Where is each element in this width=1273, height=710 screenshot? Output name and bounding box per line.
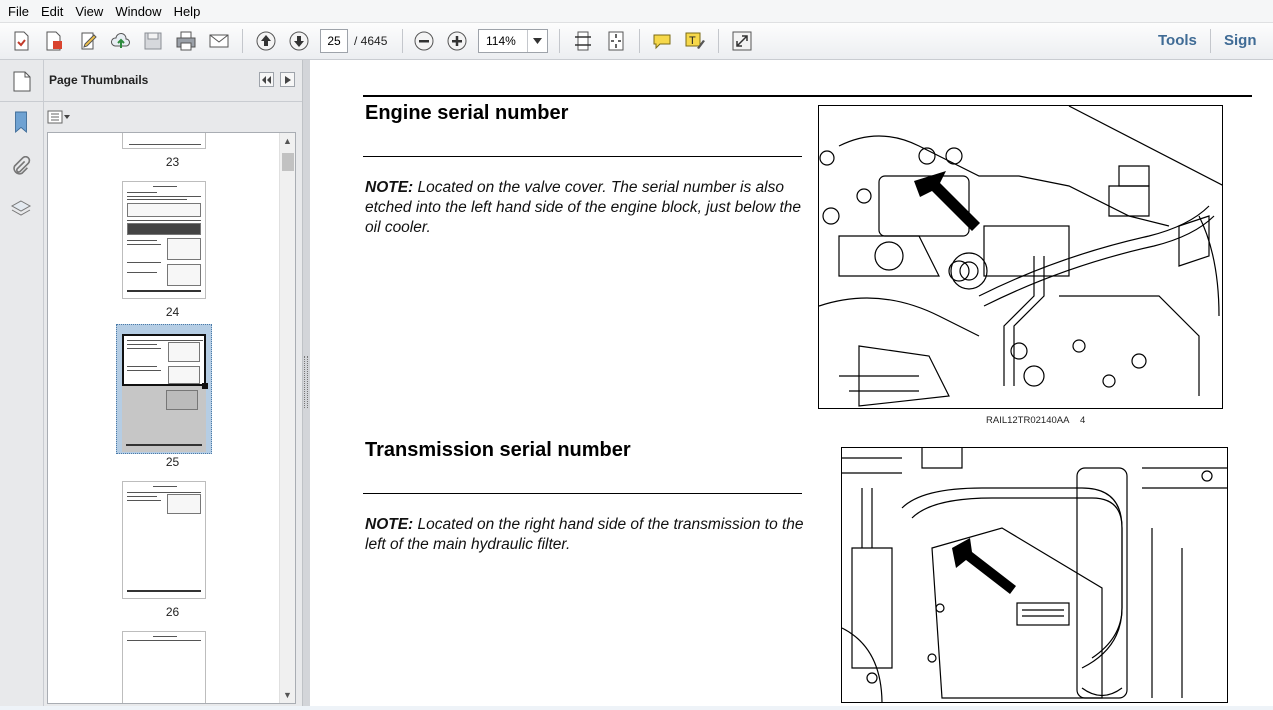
figure-number: 4 bbox=[1080, 415, 1086, 426]
email-icon[interactable] bbox=[206, 28, 232, 54]
navigation-pane-rail bbox=[0, 60, 44, 710]
page-thumbnails-toggle[interactable] bbox=[0, 60, 44, 102]
thumbnail-label: 24 bbox=[165, 305, 180, 319]
upload-cloud-icon[interactable] bbox=[108, 28, 134, 54]
transmission-note bbox=[365, 515, 805, 555]
note-text: Located on the right hand side of the transmission to the left of the main hydraulic filter. bbox=[365, 516, 804, 553]
engine-note bbox=[365, 178, 805, 238]
thumbnail-list[interactable] bbox=[47, 132, 296, 704]
menu-edit[interactable]: Edit bbox=[40, 3, 64, 19]
section-rule bbox=[363, 156, 802, 157]
print-icon[interactable] bbox=[173, 28, 199, 54]
chevron-down-icon[interactable] bbox=[527, 30, 547, 52]
section-rule bbox=[363, 493, 802, 494]
section-heading-engine: Engine serial number bbox=[365, 102, 569, 124]
bookmarks-icon[interactable] bbox=[8, 109, 34, 135]
thumbnail-scrollbar[interactable] bbox=[279, 133, 295, 703]
section-heading-transmission: Transmission serial number bbox=[365, 439, 631, 461]
thumbnail-page[interactable] bbox=[122, 132, 206, 149]
top-rule bbox=[363, 95, 1252, 97]
thumbnail-label: 23 bbox=[165, 155, 180, 169]
status-strip bbox=[0, 706, 1273, 710]
expand-panel-icon[interactable] bbox=[280, 72, 295, 87]
attachments-icon[interactable] bbox=[8, 153, 34, 179]
panel-splitter[interactable] bbox=[302, 60, 310, 710]
menu-help[interactable]: Help bbox=[173, 3, 201, 19]
collapse-panel-icon[interactable] bbox=[259, 72, 274, 87]
save-icon[interactable] bbox=[140, 28, 166, 54]
pages-icon bbox=[11, 69, 33, 93]
thumbnail-panel-header bbox=[44, 60, 302, 102]
splitter-grip[interactable] bbox=[304, 356, 308, 408]
menu-file[interactable]: File bbox=[8, 3, 29, 19]
note-text: Located on the valve cover. The serial number is also etched into the left hand side of the engine block, just below the oil cooler. bbox=[365, 179, 802, 236]
scroll-down-icon[interactable]: ▼ bbox=[283, 690, 292, 700]
fit-page-icon[interactable] bbox=[603, 28, 629, 54]
combine-files-icon[interactable] bbox=[41, 28, 67, 54]
edit-document-icon[interactable] bbox=[76, 28, 102, 54]
layers-icon[interactable] bbox=[8, 196, 34, 222]
scroll-up-icon[interactable]: ▲ bbox=[283, 136, 292, 146]
document-view[interactable] bbox=[310, 60, 1273, 710]
svg-text:T: T bbox=[689, 35, 696, 47]
thumbnail-panel bbox=[44, 60, 302, 710]
fullscreen-icon[interactable] bbox=[729, 28, 755, 54]
zoom-select[interactable] bbox=[478, 29, 548, 53]
panel-title: Page Thumbnails bbox=[49, 73, 149, 87]
page-total-label: / 4645 bbox=[354, 34, 388, 48]
scrollbar-thumb[interactable] bbox=[282, 153, 294, 171]
highlight-text-icon[interactable] bbox=[682, 28, 708, 54]
toolbar bbox=[0, 23, 1273, 60]
menu-bar bbox=[0, 0, 1273, 23]
zoom-in-icon[interactable] bbox=[444, 28, 470, 54]
options-menu-icon bbox=[47, 110, 71, 124]
engine-line-drawing bbox=[819, 106, 1223, 409]
zoom-value: 114% bbox=[486, 34, 516, 48]
zoom-out-icon[interactable] bbox=[411, 28, 437, 54]
tools-button[interactable]: Tools bbox=[1158, 32, 1197, 49]
menu-view[interactable]: View bbox=[75, 3, 104, 19]
note-label: NOTE: bbox=[365, 179, 414, 196]
engine-figure bbox=[818, 105, 1223, 409]
menu-window[interactable]: Window bbox=[115, 3, 162, 19]
pointer-arrow bbox=[914, 171, 980, 231]
transmission-line-drawing bbox=[842, 448, 1228, 703]
thumbnail-page[interactable] bbox=[122, 481, 206, 599]
scrolling-mode-icon[interactable] bbox=[570, 28, 596, 54]
thumbnail-page-selected[interactable] bbox=[116, 324, 212, 454]
thumbnail-label: 26 bbox=[165, 605, 180, 619]
thumbnail-page[interactable] bbox=[122, 181, 206, 299]
thumbnail-page[interactable] bbox=[122, 631, 206, 704]
note-label: NOTE: bbox=[365, 516, 414, 533]
transmission-figure bbox=[841, 447, 1228, 703]
comment-icon[interactable] bbox=[649, 28, 675, 54]
thumbnail-options-button[interactable] bbox=[47, 108, 73, 126]
figure-code: RAIL12TR02140AA bbox=[986, 415, 1070, 426]
page-number-input[interactable]: 25 bbox=[320, 29, 348, 53]
previous-page-icon[interactable] bbox=[253, 28, 279, 54]
create-pdf-icon[interactable] bbox=[8, 28, 34, 54]
pointer-arrow bbox=[952, 538, 1016, 594]
sign-button[interactable]: Sign bbox=[1224, 32, 1257, 49]
thumbnail-label: 25 bbox=[165, 455, 180, 469]
next-page-icon[interactable] bbox=[286, 28, 312, 54]
